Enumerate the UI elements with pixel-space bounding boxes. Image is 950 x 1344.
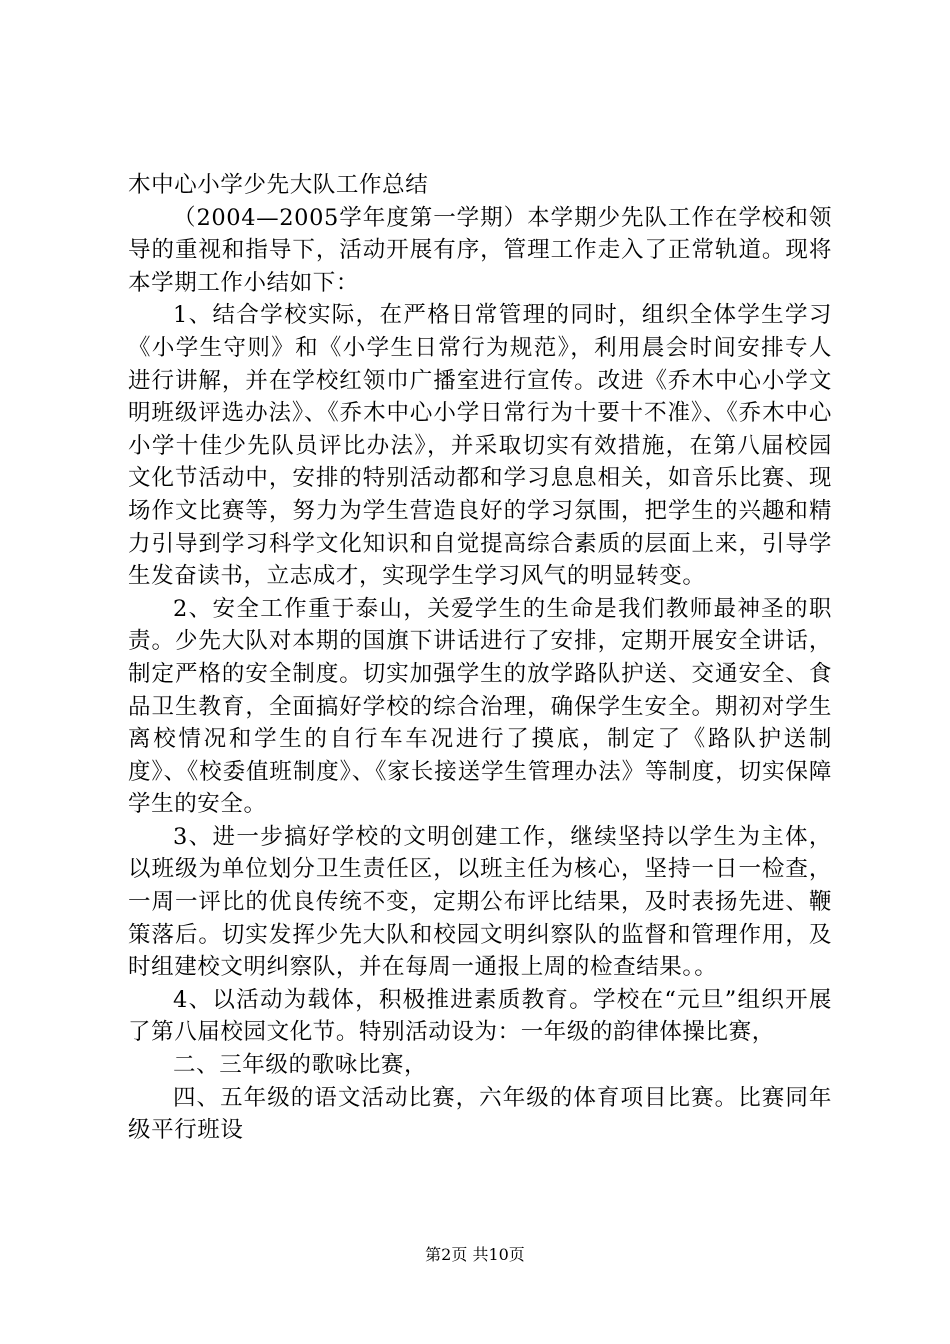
paragraph-item-4: 4、以活动为载体，积极推进素质教育。学校在“元旦”组织开展了第八届校园文化节。特别活动设为：一年级的韵律体操比赛，	[128, 986, 832, 1046]
page-number-footer: 第2页 共10页	[425, 1245, 525, 1264]
document-title: 木中心小学少先大队工作总结	[128, 172, 429, 198]
paragraph-intro: （2004—2005学年度第一学期）本学期少先队工作在学校和领导的重视和指导下，活动开展有序，管理工作走入了正常轨道。现将本学期工作小结如下：	[128, 204, 832, 296]
paragraph-item-2: 2、安全工作重于泰山，关爱学生的生命是我们教师最神圣的职责。少先大队对本期的国旗下讲话进行了安排，定期开展安全讲话，制定严格的安全制度。切实加强学生的放学路队护送、交通安全、食品卫生教育，全面搞好学校的综合治理，确保学生安全。期初对学生离校情况和学生的自行车车况进行了摸底，制定了《路队护送制度》、《校委值班制度》、《家长接送学生管理办法》等制度，切实保障学生的安全。	[128, 595, 832, 818]
paragraph-item-1: 1、结合学校实际，在严格日常管理的同时，组织全体学生学习《小学生守则》和《小学生日常行为规范》，利用晨会时间安排专人进行讲解，并在学校红领巾广播室进行宣传。改进《乔木中心小学文明班级评选办法》、《乔木中心小学日常行为十要十不准》、《乔木中心小学十佳少先队员评比办法》，并采取切实有效措施，在第八届校园文化节活动中，安排的特别活动都和学习息息相关，如音乐比赛、现场作文比赛等，努力为学生营造良好的学习氛围，把学生的兴趣和精力引导到学习科学文化知识和自觉提高综合素质的层面上来，引导学生发奋读书，立志成才，实现学生学习风气的明显转变。	[128, 302, 832, 590]
document-body	[128, 169, 832, 1147]
paragraph-grade-2-3: 二、三年级的歌咏比赛，	[173, 1052, 428, 1079]
paragraph-grade-4-6: 四、五年级的语文活动比赛，六年级的体育项目比赛。比赛同年级平行班设	[128, 1084, 832, 1144]
paragraph-item-3: 3、进一步搞好学校的文明创建工作，继续坚持以学生为主体，以班级为单位划分卫生责任区，以班主任为核心，坚持一日一检查，一周一评比的优良传统不变，定期公布评比结果，及时表扬先进、鞭策落后。切实发挥少先大队和校园文明纠察队的监督和管理作用，及时组建校文明纠察队，并在每周一通报上周的检查结果。。	[128, 823, 832, 981]
